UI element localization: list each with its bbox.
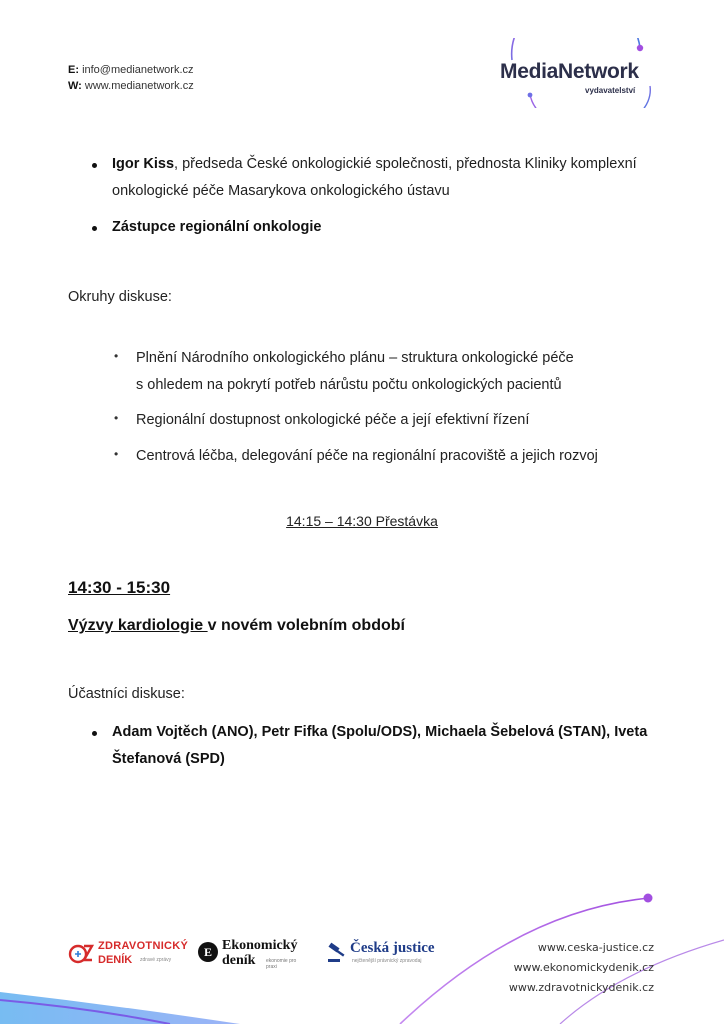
email-address[interactable]: info@medianetwork.cz: [82, 64, 194, 76]
topic-item-3: Centrová léčba, delegování péče na regionální pracoviště a jejich rozvoj: [136, 448, 598, 464]
web-address[interactable]: www.medianetwork.cz: [84, 80, 194, 92]
ceska-justice-logo[interactable]: [326, 940, 446, 970]
brand2-tagline: ekonomie pro praxi: [266, 958, 297, 970]
brand1-line1: ZDRAVOTNICKÝ: [98, 940, 189, 952]
url-ekonomicky-denik[interactable]: www.ekonomickydenik.cz: [513, 961, 654, 974]
contact-block: [68, 62, 194, 94]
bullet-dot-small: •: [114, 411, 119, 425]
email-line: [68, 62, 194, 78]
bullet-dot: [92, 226, 97, 231]
brand2-line1: Ekonomický: [222, 938, 298, 953]
zdravotnicky-denik-logo[interactable]: [68, 940, 188, 970]
brand3-tagline: nejčtenější právnický zpravodaj: [352, 958, 422, 964]
ekonomicky-denik-logo[interactable]: [198, 938, 308, 972]
bullet-dot-small: •: [114, 447, 119, 461]
web-line: [68, 78, 194, 94]
topic-item-1: Plnění Národního onkologického plánu – struktura onkologické péče: [136, 350, 574, 366]
topics-label: Okruhy diskuse:: [68, 289, 172, 305]
participants-label: Účastníci diskuse:: [68, 686, 185, 702]
break-line: 14:15 – 14:30 Přestávka: [286, 513, 438, 529]
brand3-name: Česká justice: [350, 940, 435, 956]
session-time: 14:30 - 15:30: [68, 578, 171, 597]
topic-item-1-line2: s ohledem na pokrytí potřeb nárůstu počtu onkologických pacientů: [136, 377, 562, 393]
logo-subtitle: vydavatelství: [585, 86, 636, 95]
session-title-rest: v novém volebním období: [207, 617, 405, 634]
session-title-underlined: Výzvy kardiologie: [68, 617, 208, 634]
web-label: W:: [68, 80, 82, 92]
participants-line-1: Adam Vojtěch (ANO), Petr Fifka (Spolu/ODS), Michaela Šebelová (STAN), Iveta: [112, 724, 648, 740]
speaker-role: , předseda České onkologickié společnosti, přednosta Kliniky komplexní: [174, 156, 637, 172]
zd-heart-icon: [68, 942, 96, 966]
url-zdravotnicky-denik[interactable]: www.zdravotnickydenik.cz: [508, 981, 654, 994]
footer-urls: [509, 938, 654, 998]
brand1-tagline: zdravé zprávy: [140, 957, 172, 963]
session-title: [68, 617, 405, 635]
speaker-item-1-line2: onkologické péče Masarykova onkologického ústavu: [112, 183, 450, 199]
medianetwork-logo: [490, 38, 670, 108]
gavel-icon: [326, 942, 348, 964]
brand1-line2: DENÍK: [98, 954, 133, 966]
participants-line-2: Štefanová (SPD): [112, 751, 225, 767]
logo-title: MediaNetwork: [500, 60, 639, 83]
speaker-item-2: Zástupce regionální onkologie: [112, 219, 322, 235]
bullet-dot: [92, 731, 97, 736]
brand2-line2: deník: [222, 953, 256, 968]
ekonomicky-e-icon: E: [198, 942, 218, 962]
bullet-dot: [92, 163, 97, 168]
speaker-name: Igor Kiss: [112, 156, 175, 172]
url-ceska-justice[interactable]: www.ceska-justice.cz: [537, 941, 654, 954]
topic-item-2: Regionální dostupnost onkologické péče a její efektivní řízení: [136, 412, 530, 428]
speaker-item-1: [112, 152, 637, 176]
email-label: E:: [68, 64, 79, 76]
footer: [0, 880, 724, 1024]
bullet-dot-small: •: [114, 349, 119, 363]
